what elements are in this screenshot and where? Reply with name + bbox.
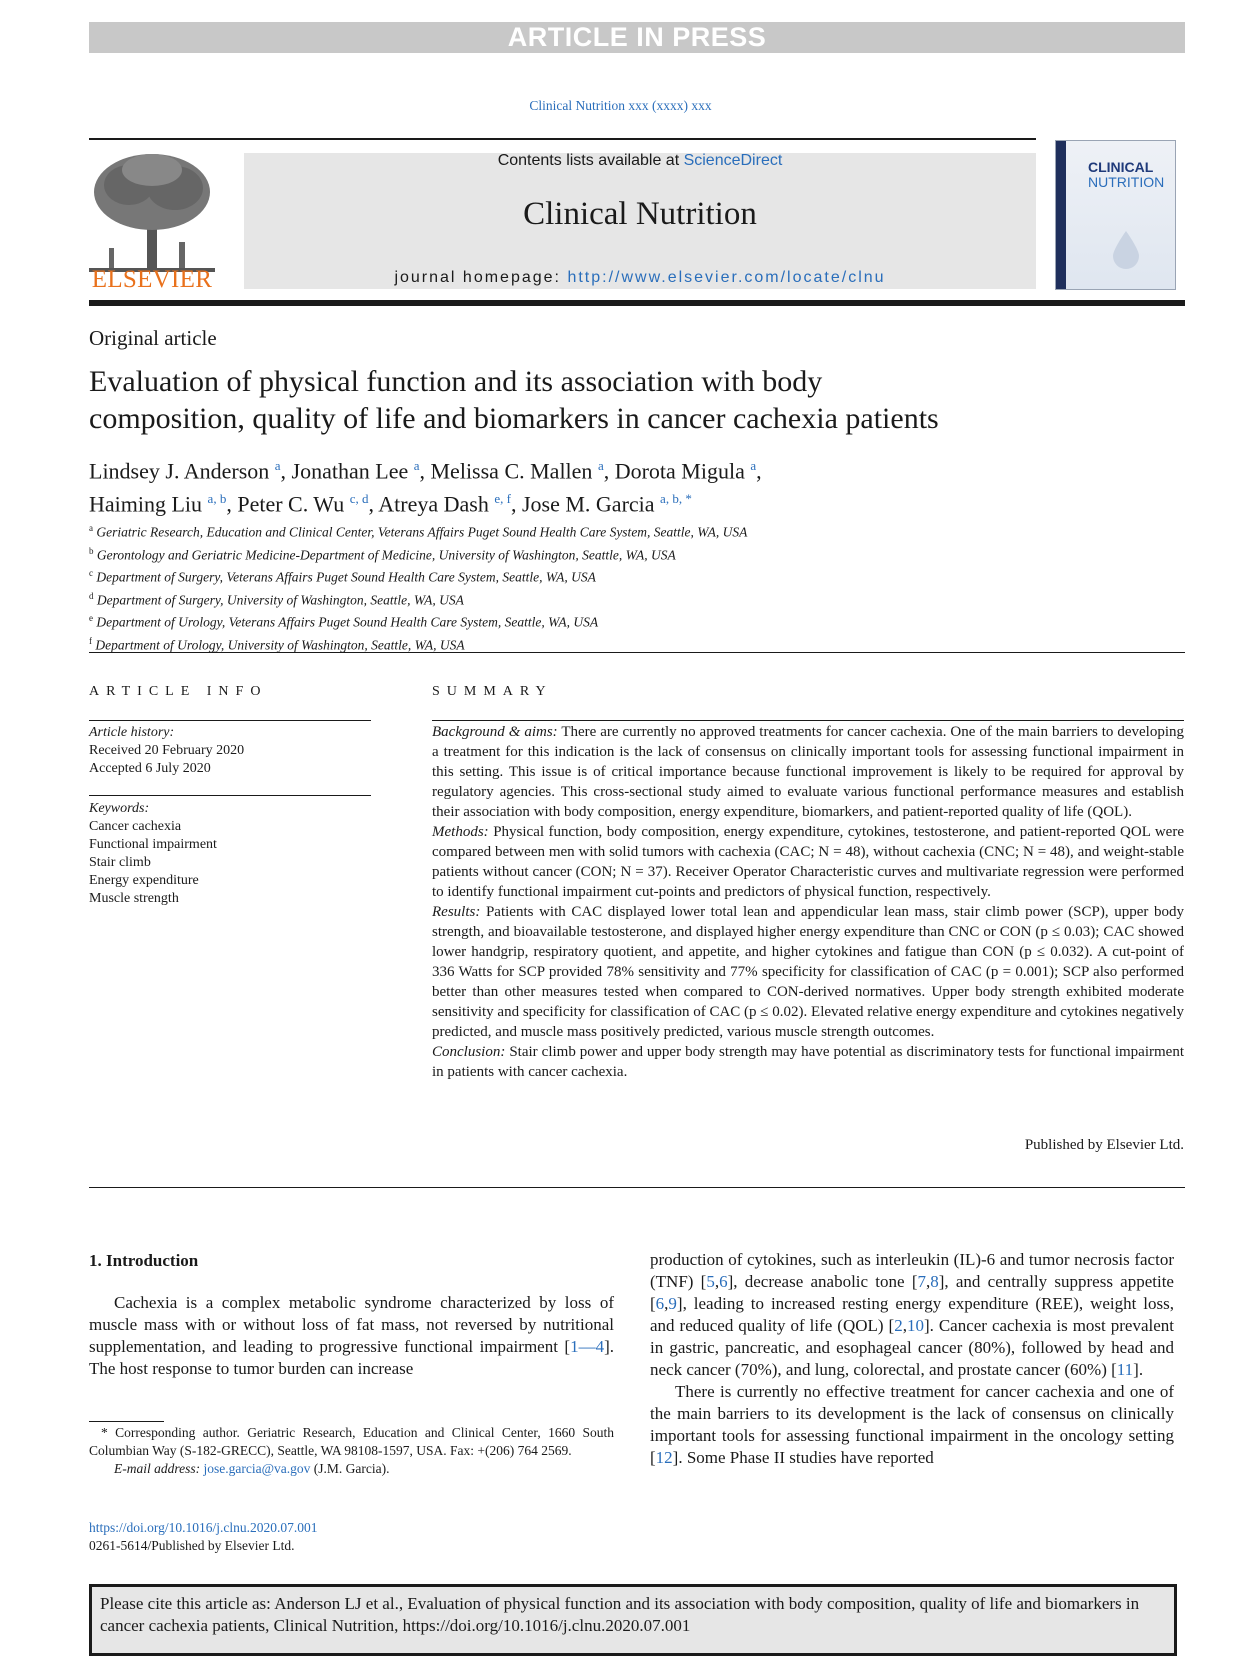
citation-link[interactable]: 8 (930, 1272, 939, 1291)
corresponding-author-footnote (89, 1424, 614, 1478)
journal-masthead (244, 153, 1036, 289)
doi-block (89, 1519, 318, 1555)
author-affil-link[interactable]: c, d (349, 491, 369, 507)
author-affil-link[interactable]: a (750, 458, 757, 473)
keywords-rule (89, 795, 371, 796)
affiliation-list (89, 519, 1089, 654)
citation-link[interactable]: 12 (655, 1448, 673, 1467)
email-link[interactable]: jose.garcia@va.gov (203, 1461, 311, 1476)
intro-left-column (89, 1292, 614, 1380)
intro-paragraph: There is currently no effective treatment for cancer cachexia and one of the main barriers to its development is the lack of consensus on clinically important tools for assessing functional impairment in the oncology setting [12]. Some Phase II studies have reported (650, 1382, 1174, 1467)
author-list (89, 452, 1089, 519)
affiliation-item: $^b$ Gerontology and Geriatric Medicine-Department of Medicine, University of Washington, Seattle, WA, USA (89, 545, 676, 562)
affiliation-item: $^c$ Department of Surgery, Veterans Affairs Puget Sound Health Care System, Seattle, WA, USA (89, 568, 596, 585)
masthead-bottom-rule (89, 300, 1185, 306)
author-affil-link[interactable]: a, b (207, 491, 227, 507)
summary-abstract (432, 722, 1184, 1082)
introduction-heading: 1. Introduction (89, 1251, 199, 1270)
title-line-2: composition, quality of life and biomarkers in cancer cachexia patients (89, 402, 939, 435)
author-affil-link[interactable]: a (274, 458, 281, 473)
article-info-heading: ARTICLE INFO (89, 684, 268, 699)
citation-link[interactable]: 9 (668, 1294, 677, 1313)
author-affil-link[interactable]: a (413, 458, 420, 473)
intro-right-column (650, 1249, 1174, 1469)
author-name: Melissa C. Mallen (430, 458, 593, 484)
published-by: Published by Elsevier Ltd. (1024, 1137, 1184, 1153)
keyword-item: Cancer cachexia (89, 819, 182, 834)
article-in-press-banner: ARTICLE IN PRESS (89, 22, 1185, 53)
article-title (89, 363, 1169, 437)
intro-paragraph: Cachexia is a complex metabolic syndrome characterized by loss of muscle mass with or without loss of fat mass, not reversed by nutritional supplementation, and leading to progressive functional impairment [1—4]. The host response to tumor burden can increase (89, 1293, 614, 1378)
affiliations-bottom-rule (89, 652, 1185, 653)
keyword-item: Stair climb (89, 855, 151, 870)
title-line-1: Evaluation of physical function and its association with body (89, 365, 823, 398)
journal-homepage-link[interactable]: http://www.elsevier.com/locate/clnu (567, 269, 886, 286)
author-name: Haiming Liu (89, 491, 203, 517)
citation-link[interactable]: 11 (1116, 1360, 1134, 1379)
keyword-item: Functional impairment (89, 837, 217, 852)
author-affil-link[interactable]: e, f (494, 491, 511, 507)
received-date: Received 20 February 2020 (89, 743, 245, 758)
author-name: Jose M. Garcia (521, 491, 655, 517)
citation-link[interactable]: 10 (906, 1316, 924, 1335)
homepage-prefix: journal homepage: (394, 269, 568, 286)
summary-results: Results: Patients with CAC displayed lower total lean and appendicular lean mass, stair climb power (SCP), upper body strength, and bioavailable testosterone, and displayed higher energy expenditure than CNC or CON (p ≤ 0.03); CAC showed lower handgrip, respiratory quotient, and appetite, and higher cytokines and fatigue than CON (p ≤ 0.032). A cut-point of 336 Watts for SCP provided 78% sensitivity and 77% specificity for classification of CAC (p = 0.001); SCP also performed better than other measures tested when compared to CON-derived normatives. Upper body strength exhibited moderate sensitivity and specificity for classification of CAC (p ≤ 0.02). Elevated relative energy expenditure and cytokines negatively predicted, and muscle mass positively predicted, various muscle strength outcomes. (432, 904, 1185, 1040)
summary-background: Background & aims: There are currently no approved treatments for cancer cachexia. One of the main barriers to developing a treatment for this indication is the lack of consensus on clinically important tools for assessing functional impairment in this setting. This issue is of critical importance because functional improvement is likely to be required for approval by regulatory agencies. This cross-sectional study aimed to evaluate various functional performance measures and establish their association with body composition, energy expenditure, biomarkers, and patient-reported quality of life (QOL). (432, 724, 1184, 820)
summary-methods: Methods: Physical function, body composition, energy expenditure, cytokines, testosterone, and patient-reported QOL were compared between men with solid tumors with cachexia (CAC; N = 48), without cachexia (CNC; N = 48), and weight-stable patients without cancer (CON; N = 37). Receiver Operator Characteristic curves and multivariate regression were performed to identify functional impairment cut-points and predictors of physical function, respectively. (432, 824, 1184, 900)
summary-heading: SUMMARY (432, 684, 553, 699)
author-name: Peter C. Wu (237, 491, 345, 517)
footnote-rule (89, 1421, 164, 1422)
citation-link[interactable]: 1—4 (570, 1337, 605, 1356)
author-name: Atreya Dash (378, 491, 489, 517)
abstract-bottom-rule (89, 1187, 1185, 1188)
summary-rule (432, 720, 1184, 721)
citation-link[interactable]: 6 (719, 1272, 728, 1291)
author-line-1: Lindsey J. Anderson $^a$, Jonathan Lee $^a$, Melissa C. Mallen $^a$, Dorota Migula $^a$, (89, 458, 762, 484)
affiliation-item: $^d$ Department of Surgery, University of Washington, Seattle, WA, USA (89, 590, 464, 607)
keyword-item: Muscle strength (89, 891, 179, 906)
history-label: Article history: (89, 725, 175, 740)
article-type: Original article (89, 326, 217, 350)
keywords-block (89, 800, 217, 908)
cover-title-line2: NUTRITION (1088, 174, 1165, 190)
contents-available-line (244, 153, 1036, 169)
affiliation-item: $^e$ Department of Urology, Veterans Affairs Puget Sound Health Care System, Seattle, WA, USA (89, 613, 599, 630)
doi-link[interactable]: https://doi.org/10.1016/j.clnu.2020.07.001 (89, 1520, 318, 1535)
keyword-item: Energy expenditure (89, 873, 199, 888)
journal-homepage-line (244, 269, 1036, 287)
journal-reference-link[interactable]: Clinical Nutrition xxx (xxxx) xxx (529, 98, 712, 113)
article-info-rule (89, 720, 371, 721)
citation-link[interactable]: 7 (917, 1272, 926, 1291)
summary-conclusion: Conclusion: Stair climb power and upper body strength may have potential as discriminatory tests for functional impairment in patients with cancer cachexia. (432, 1044, 1184, 1080)
journal-name: Clinical Nutrition (523, 196, 757, 232)
corresponding-author-text: * Corresponding author. Geriatric Research, Education and Clinical Center, 1660 South Columbian Way (S-182-GRECC), Seattle, WA 98108-1597, USA. Fax: +(206) 764 2569. (89, 1425, 614, 1458)
sciencedirect-link[interactable]: ScienceDirect (683, 152, 783, 169)
author-line-2: Haiming Liu $^{a, b}$, Peter C. Wu $^{c, d}$, Atreya Dash $^{e, f}$, Jose M. Garcia $^{a, b, *}$ (89, 491, 692, 517)
citation-link[interactable]: 6 (655, 1294, 665, 1313)
email-line: E-mail address: jose.garcia@va.gov (J.M. Garcia). (114, 1461, 390, 1476)
affiliation-item: $^f$ Department of Urology, University of Washington, Seattle, WA, USA (89, 635, 465, 652)
accepted-date: Accepted 6 July 2020 (89, 761, 211, 776)
header-top-rule (89, 138, 1036, 140)
citation-link[interactable]: 2 (894, 1316, 903, 1335)
affiliation-item: $^a$ Geriatric Research, Education and Clinical Center, Veterans Affairs Puget Sound Health Care System, Seattle, WA, USA (89, 523, 748, 540)
cover-drop-icon (1111, 229, 1141, 269)
contents-prefix: Contents lists available at (497, 152, 684, 169)
cover-spine (1056, 141, 1066, 289)
author-name: Dorota Migula (614, 458, 745, 484)
citation-link[interactable]: 5 (706, 1272, 715, 1291)
author-affil-link[interactable]: a, b, * (660, 491, 692, 507)
issn-line: 0261-5614/Published by Elsevier Ltd. (89, 1538, 295, 1553)
author-name: Jonathan Lee (291, 458, 409, 484)
author-affil-link[interactable]: a (597, 458, 604, 473)
intro-paragraph: production of cytokines, such as interleukin (IL)-6 and tumor necrosis factor (TNF) [5,6], decrease anabolic tone [7,8], and centrally suppress appetite [6,9], leading to increased resting energy expenditure (REE), weight loss, and reduced quality of life (QOL) [2,10]. Cancer cachexia is most prevalent in gastric, pancreatic, and esophageal cancer (80%), followed by head and neck cancer (70%), and lung, colorectal, and prostate cancer (60%) [11]. (650, 1250, 1174, 1379)
keywords-label: Keywords: (89, 801, 150, 816)
article-history (89, 724, 244, 778)
cover-title-line1: CLINICAL (1088, 159, 1154, 175)
author-name: Lindsey J. Anderson (89, 458, 270, 484)
journal-cover-thumbnail (1055, 140, 1176, 290)
elsevier-wordmark: ELSEVIER (91, 266, 213, 293)
citation-notice-box: Please cite this article as: Anderson LJ et al., Evaluation of physical function and its association with body composition, quality of life and biomarkers in cancer cachexia patients, Clinical Nutrition, https://doi.org/10.1016/j.clnu.2020.07.001 (89, 1584, 1177, 1656)
